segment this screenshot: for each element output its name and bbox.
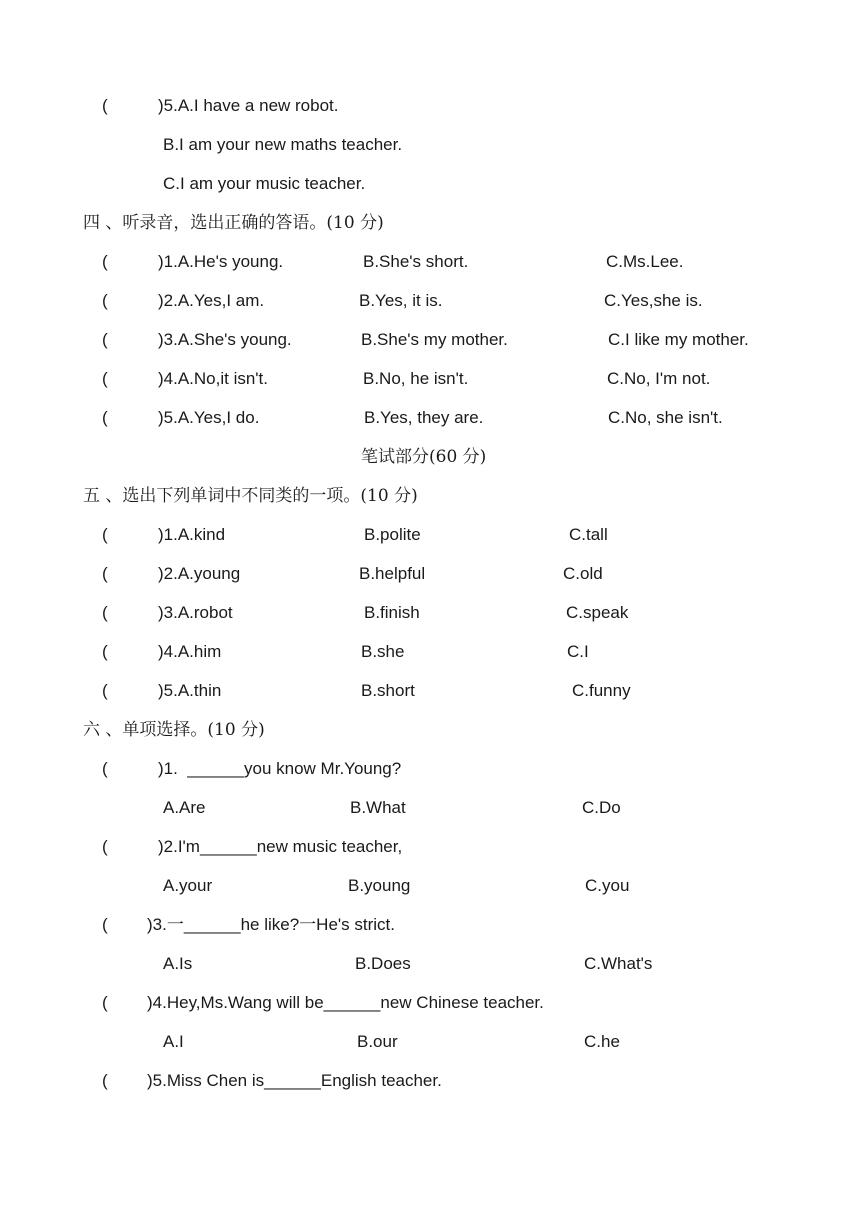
option-a: )5.A.thin xyxy=(158,681,222,700)
option-a: A.Are xyxy=(163,798,206,817)
option-a: )3.A.She's young. xyxy=(158,330,292,349)
q-paren: ( xyxy=(102,291,108,310)
option-a: )1.A.He's young. xyxy=(158,252,284,271)
option-b: B.She's short. xyxy=(363,252,469,271)
option-a: )3.A.robot xyxy=(158,603,233,622)
option-b: B.young xyxy=(348,876,411,895)
q-paren: ( xyxy=(102,915,108,934)
q-paren: ( xyxy=(102,642,108,661)
section-4-title: 四 、听录音，选出正确的答语。(10 分) xyxy=(83,213,384,233)
option-b: B.I am your new maths teacher. xyxy=(163,135,403,154)
option-a: A.Is xyxy=(163,954,193,973)
option-b: B.Does xyxy=(355,954,411,973)
q-paren: ( xyxy=(102,1071,108,1090)
option-a: A.your xyxy=(163,876,213,895)
q-paren: ( xyxy=(102,759,108,778)
q-paren: ( xyxy=(102,993,108,1012)
question-stem: )5.Miss Chen is______English teacher. xyxy=(147,1071,442,1090)
question-stem: )5.A.I have a new robot. xyxy=(158,96,339,115)
option-c: C.funny xyxy=(572,681,631,700)
option-b: B.What xyxy=(350,798,406,817)
option-a: )1.A.kind xyxy=(158,525,226,544)
q-paren: ( xyxy=(102,525,108,544)
option-b: B.finish xyxy=(364,603,420,622)
q-paren: ( xyxy=(102,564,108,583)
option-b: B.our xyxy=(357,1032,398,1051)
option-b: B.short xyxy=(361,681,415,700)
option-c: C.tall xyxy=(569,525,608,544)
option-b: B.Yes, they are. xyxy=(364,408,484,427)
option-c: C.What's xyxy=(584,954,653,973)
option-b: B.helpful xyxy=(359,564,426,583)
q-paren: ( xyxy=(102,330,108,349)
option-b: B.polite xyxy=(364,525,421,544)
option-c: C.old xyxy=(563,564,603,583)
q-paren: ( xyxy=(102,252,108,271)
question-stem: )1. ______you know Mr.Young? xyxy=(158,759,402,778)
option-c: C.you xyxy=(585,876,630,895)
option-a: )2.A.Yes,I am. xyxy=(158,291,265,310)
option-a: )2.A.young xyxy=(158,564,241,583)
option-b: B.she xyxy=(361,642,405,661)
option-c: C.Ms.Lee. xyxy=(606,252,684,271)
question-stem: )2.I'm______new music teacher, xyxy=(158,837,403,856)
question-stem: )3.一______he like?一He's strict. xyxy=(147,915,395,934)
question-stem: )4.Hey,Ms.Wang will be______new Chinese teacher. xyxy=(147,993,544,1012)
option-a: )4.A.No,it isn't. xyxy=(158,369,269,388)
option-a: A.I xyxy=(163,1032,184,1051)
section-6-title: 六 、单项选择。(10 分) xyxy=(83,720,265,740)
option-b: B.No, he isn't. xyxy=(363,369,469,388)
section-5-title: 五 、选出下列单词中不同类的一项。(10 分) xyxy=(83,486,418,506)
q-paren: ( xyxy=(102,96,108,115)
q-paren: ( xyxy=(102,369,108,388)
option-c: C.Yes,she is. xyxy=(604,291,703,310)
option-c: C.I like my mother. xyxy=(608,330,749,349)
option-c: C.No, she isn't. xyxy=(608,408,723,427)
option-c: C.Do xyxy=(582,798,621,817)
written-part-title: 笔试部分(60 分) xyxy=(361,447,487,467)
option-c: C.he xyxy=(584,1032,620,1051)
option-a: )4.A.him xyxy=(158,642,222,661)
q-paren: ( xyxy=(102,681,108,700)
q-paren: ( xyxy=(102,837,108,856)
option-c: C.I am your music teacher. xyxy=(163,174,366,193)
option-b: B.She's my mother. xyxy=(361,330,508,349)
option-c: C.speak xyxy=(566,603,629,622)
q-paren: ( xyxy=(102,603,108,622)
q-paren: ( xyxy=(102,408,108,427)
option-c: C.No, I'm not. xyxy=(607,369,711,388)
option-c: C.I xyxy=(567,642,589,661)
option-b: B.Yes, it is. xyxy=(359,291,443,310)
option-a: )5.A.Yes,I do. xyxy=(158,408,260,427)
